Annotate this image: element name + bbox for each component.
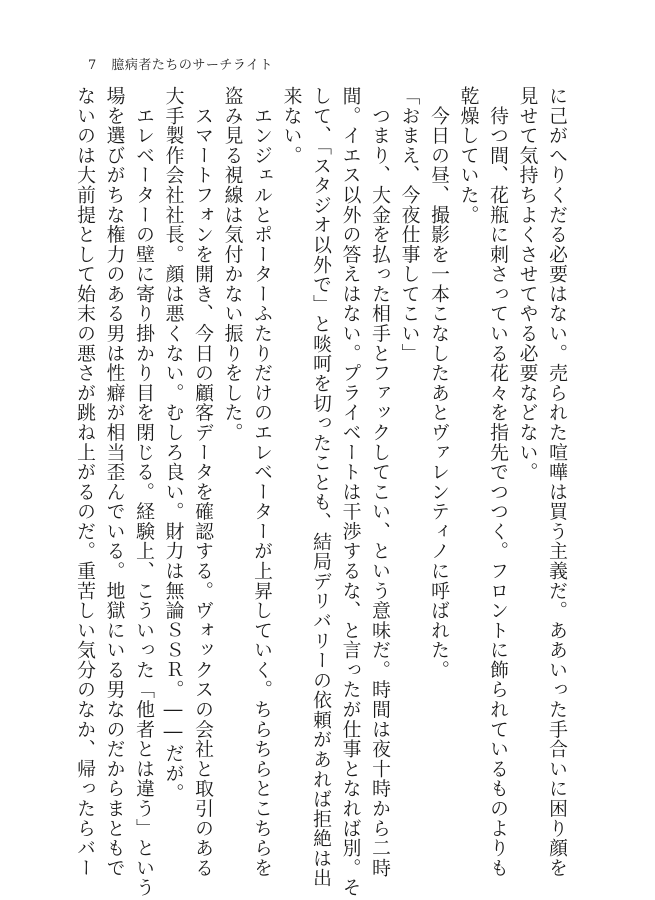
text-line: 盗み見る視線は気付かない振りをした。 bbox=[221, 86, 243, 443]
text-line: つまり、大金を払った相手とファックしてこい、という意味だ。時間は夜十時から二時 bbox=[369, 86, 390, 878]
text-line: 乾燥していた。 bbox=[457, 86, 479, 225]
text-line: ないのは大前提として始末の悪さが跳ね上がるのだ。重苦しい気分のなか、帰ったらバー bbox=[74, 86, 95, 878]
text-line: エレベーターの壁に寄り掛かり目を閉じる。経験上、こういった「他者とは違う」という bbox=[133, 86, 154, 898]
text-line: 間。イエス以外の答えはない。プライベートは干渉するな、と言ったが仕事となれば別。そ bbox=[339, 86, 361, 898]
text-line: 待つ間、花瓶に刺さっている花々を指先でつつく。フロントに飾られているものよりも bbox=[487, 86, 508, 878]
text-line: 今日の昼、撮影を一本こなしたあとヴァレンティノに呼ばれた。 bbox=[428, 86, 449, 680]
text-line: 場を選びがちな権力のある男は性癖が相当歪んでいる。地獄にいる男なのだからまともで bbox=[103, 86, 125, 878]
text-line: 「おまえ、今夜仕事してこい」 bbox=[398, 86, 420, 364]
body-text bbox=[70, 86, 572, 898]
text-line: に己がへりくだる必要はない。売られた喧嘩は買う主義だ。ああいった手合いに困り顔を bbox=[546, 86, 567, 878]
running-header bbox=[88, 54, 273, 73]
chapter-title: 臆病者たちのサーチライト bbox=[111, 58, 274, 73]
page-number: 7 bbox=[88, 58, 97, 73]
text-line: 来ない。 bbox=[280, 86, 302, 166]
text-line: スマートフォンを開き、今日の顧客データを確認する。ヴォックスの会社と取引のある bbox=[192, 86, 213, 878]
text-line: エンジェルとポーターふたりだけのエレベーターが上昇していく。ちらちらとこちらを bbox=[251, 86, 272, 878]
text-line: して、「スタジオ以外で」と啖呵を切ったことも、結局デリバリーの依頼があれば拒絶は出 bbox=[310, 86, 331, 888]
text-line: 大手製作会社社長。顔は悪くない。むしろ良い。財力は無論ＳＳＲ。――だが。 bbox=[162, 86, 184, 803]
text-line: 見せて気持ちよくさせてやる必要などない。 bbox=[516, 86, 538, 482]
